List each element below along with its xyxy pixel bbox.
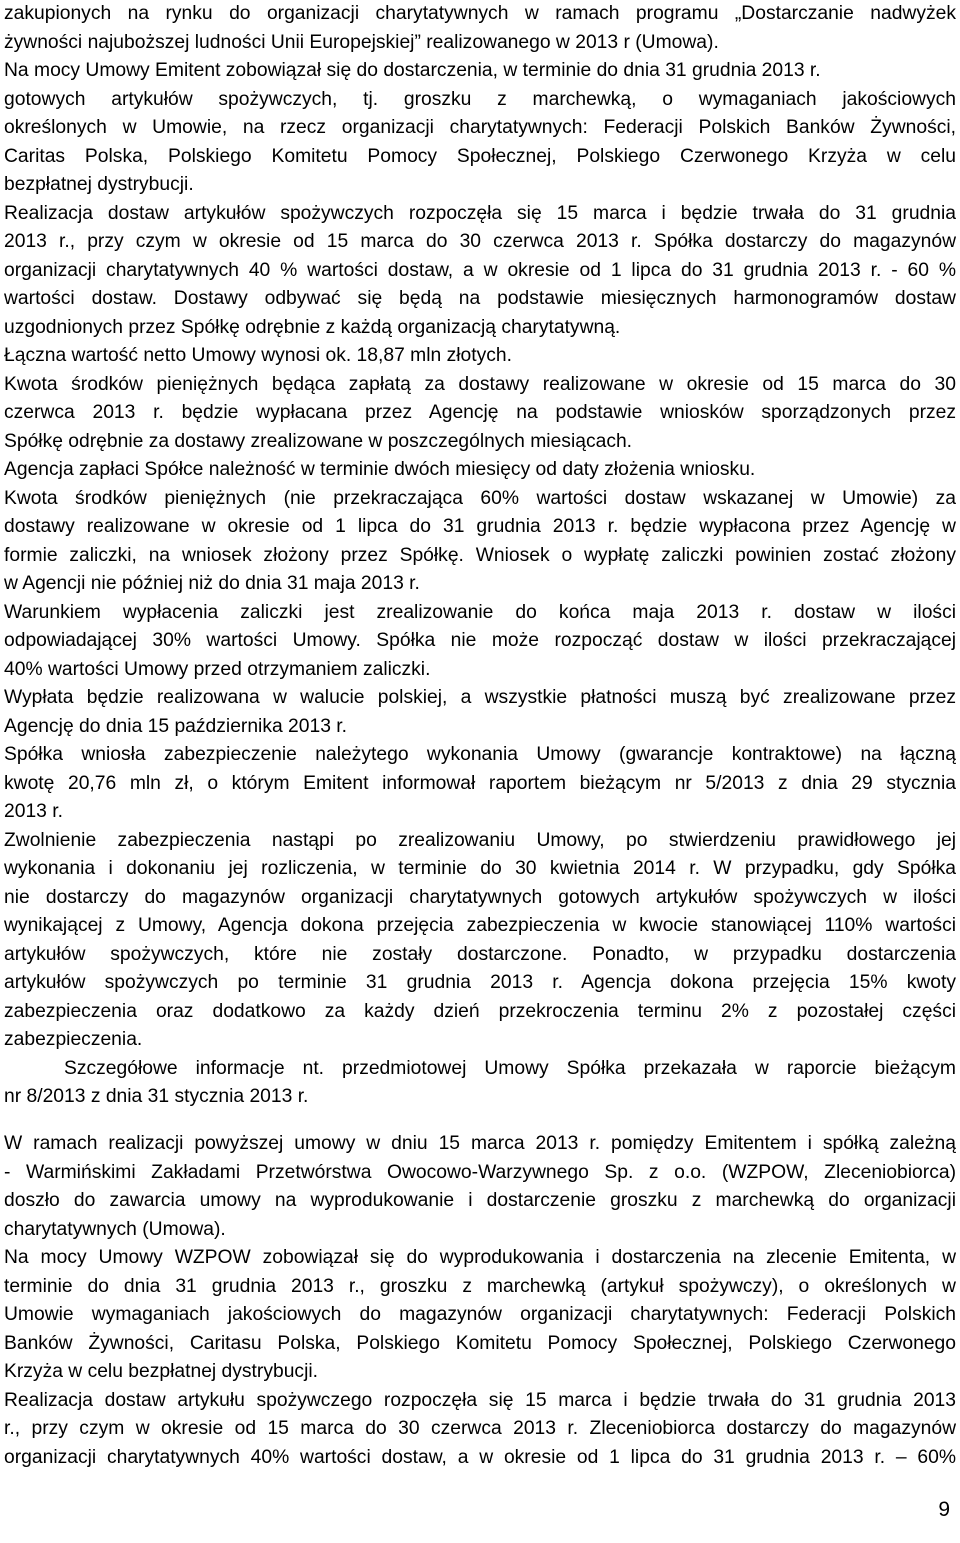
text-line: Spółka wniosła zabezpieczenie należytego wykonania Umowy (gwarancje kontraktowe) na łączną (4, 744, 956, 765)
text-line: nr 8/2013 z dnia 31 stycznia 2013 r. (4, 1086, 309, 1107)
text-line: Krzyża w celu bezpłatnej dystrybucji. (4, 1361, 318, 1382)
text-line: r., przy czym w okresie od 15 marca do 30 czerwca 2013 r. Zleceniobiorca dostarczy do magazynów (4, 1418, 956, 1439)
text-line: Szczegółowe informacje nt. przedmiotowej Umowy Spółka przekazała w raporcie bieżącym (64, 1057, 956, 1079)
text-line: Umowie wymaganiach jakościowych do magazynów organizacji charytatywnych: Federacji Polskich (4, 1304, 956, 1325)
text-line: Kwota środków pieniężnych (nie przekraczająca 60% wartości dostaw wskazanej w Umowie) za (4, 487, 956, 509)
text-line: Łączna wartość netto Umowy wynosi ok. 18,87 mln złotych. (4, 345, 512, 366)
text-line: Caritas Polska, Polskiego Komitetu Pomocy Społecznej, Polskiego Czerwonego Krzyża w celu (4, 145, 956, 167)
text-line: Realizacja dostaw artykułów spożywczych rozpoczęła się 15 marca i będzie trwała do 31 grudnia (4, 202, 956, 224)
text-line: zabezpieczenia oraz dodatkowo za każdy dzień przekroczenia terminu 2% z pozostałej części (4, 1000, 956, 1022)
text-line: Zwolnienie zabezpieczenia nastąpi po zrealizowaniu Umowy, po stwierdzeniu prawidłowego jej (4, 829, 956, 851)
text-line: zabezpieczenia. (4, 1029, 143, 1050)
text-line: bezpłatnej dystrybucji. (4, 174, 194, 195)
text-line: kwotę 20,76 mln zł, o którym Emitent informował raportem bieżącym nr 5/2013 z dnia 29 stycznia (4, 772, 956, 794)
text-line: Wypłata będzie realizowana w walucie polskiej, a wszystkie płatności muszą być zrealizowane przez (4, 687, 956, 708)
text-line: Kwota środków pieniężnych będąca zapłatą za dostawy realizowane w okresie od 15 marca do 30 (4, 373, 956, 395)
text-line: wykonania i dokonaniu jej rozliczenia, w terminie do 30 kwietnia 2014 r. W przypadku, gdy Spółka (4, 858, 956, 879)
text-line: artykułów spożywczych, które nie zostały dostarczone. Ponadto, w przypadku dostarczenia (4, 943, 956, 965)
text-line: gotowych artykułów spożywczych, tj. groszku z marchewką, o wymaganiach jakościowych (4, 88, 956, 110)
text-line: czerwca 2013 r. będzie wypłacana przez Agencję na podstawie wniosków sporządzonych przez (4, 402, 956, 423)
text-line: określonych w Umowie, na rzecz organizacji charytatywnych: Federacji Polskich Banków Żywności, (4, 117, 956, 138)
text-line: Na mocy Umowy WZPOW zobowiązał się do wyprodukowania i dostarczenia na zlecenie Emitenta, w (4, 1247, 956, 1268)
text-line: doszło do zawarcia umowy na wyprodukowanie i dostarczenie groszku z marchewką do organizacji (4, 1190, 956, 1211)
text-line: W ramach realizacji powyższej umowy w dniu 15 marca 2013 r. pomiędzy Emitentem i spółką zależną (4, 1133, 956, 1154)
text-line: 2013 r., przy czym w okresie od 15 marca do 30 czerwca 2013 r. Spółka dostarczy do magazynów (4, 231, 956, 252)
text-line: Spółkę odrębnie za dostawy zrealizowane w poszczególnych miesiącach. (4, 430, 633, 452)
text-line: w Agencji nie później niż do dnia 31 maja 2013 r. (4, 573, 420, 594)
text-line: dostawy realizowane w okresie od 1 lipca do 31 grudnia 2013 r. będzie wypłacona przez Agencję w (4, 516, 956, 537)
text-line: organizacji charytatywnych 40 % wartości dostaw, a w okresie od 1 lipca do 31 grudnia 2013 r. - 60 % (4, 259, 956, 281)
text-line: formie zaliczki, na wniosek złożony przez Spółkę. Wniosek o wypłatę zaliczki powinien zostać złożony (4, 544, 956, 566)
text-line: zakupionych na rynku do organizacji charytatywnych w ramach programu „Dostarczanie nadwyżek (4, 3, 956, 24)
text-line: 40% wartości Umowy przed otrzymaniem zaliczki. (4, 658, 431, 680)
text-line: Agencję do dnia 15 października 2013 r. (4, 715, 348, 737)
text-line: Agencja zapłaci Spółce należność w terminie dwóch miesięcy od daty złożenia wniosku. (4, 459, 756, 480)
text-line: charytatywnych (Umowa). (4, 1218, 226, 1240)
text-line: - Warmińskimi Zakładami Przetwórstwa Owocowo-Warzywnego Sp. z o.o. (WZPOW, Zleceniobiorca) (4, 1161, 956, 1183)
text-line: Na mocy Umowy Emitent zobowiązał się do dostarczenia, w terminie do dnia 31 grudnia 2013 r. (4, 60, 821, 81)
text-line: Warunkiem wypłacenia zaliczki jest zrealizowanie do końca maja 2013 r. dostaw w ilości (4, 601, 956, 623)
text-line: Banków Żywności, Caritasu Polska, Polskiego Komitetu Pomocy Społecznej, Polskiego Czerwonego (4, 1332, 956, 1354)
text-line: odpowiadającej 30% wartości Umowy. Spółka nie może rozpocząć dostaw w ilości przekraczającej (4, 630, 956, 651)
text-line: żywności najuboższej ludności Unii Europejskiej” realizowanego w 2013 r (Umowa). (4, 31, 719, 53)
text-line: Realizacja dostaw artykułu spożywczego rozpoczęła się 15 marca i będzie trwała do 31 grudnia 2013 (4, 1389, 956, 1411)
text-line: uzgodnionych przez Spółkę odrębnie z każdą organizacją charytatywną. (4, 316, 621, 338)
text-line: wynikającej z Umowy, Agencja dokona przejęcia zabezpieczenia w kwocie stanowiącej 110% wartości (4, 915, 956, 936)
text-line: organizacji charytatywnych 40% wartości dostaw, a w okresie od 1 lipca do 31 grudnia 2013 r. – 60% (4, 1446, 956, 1468)
text-line: wartości dostaw. Dostawy odbywać się będą na podstawie miesięcznych harmonogramów dostaw (4, 288, 956, 309)
text-line: artykułów spożywczych po terminie 31 grudnia 2013 r. Agencja dokona przejęcia 15% kwoty (4, 972, 956, 993)
text-line: 2013 r. (4, 801, 63, 822)
text-line: nie dostarczy do magazynów organizacji charytatywnych gotowych artykułów spożywczych w ilości (4, 886, 956, 908)
page-number: 9 (938, 1498, 950, 1521)
text-line: terminie do dnia 31 grudnia 2013 r., groszku z marchewką (artykuł spożywczy), o określonych w (4, 1275, 956, 1297)
